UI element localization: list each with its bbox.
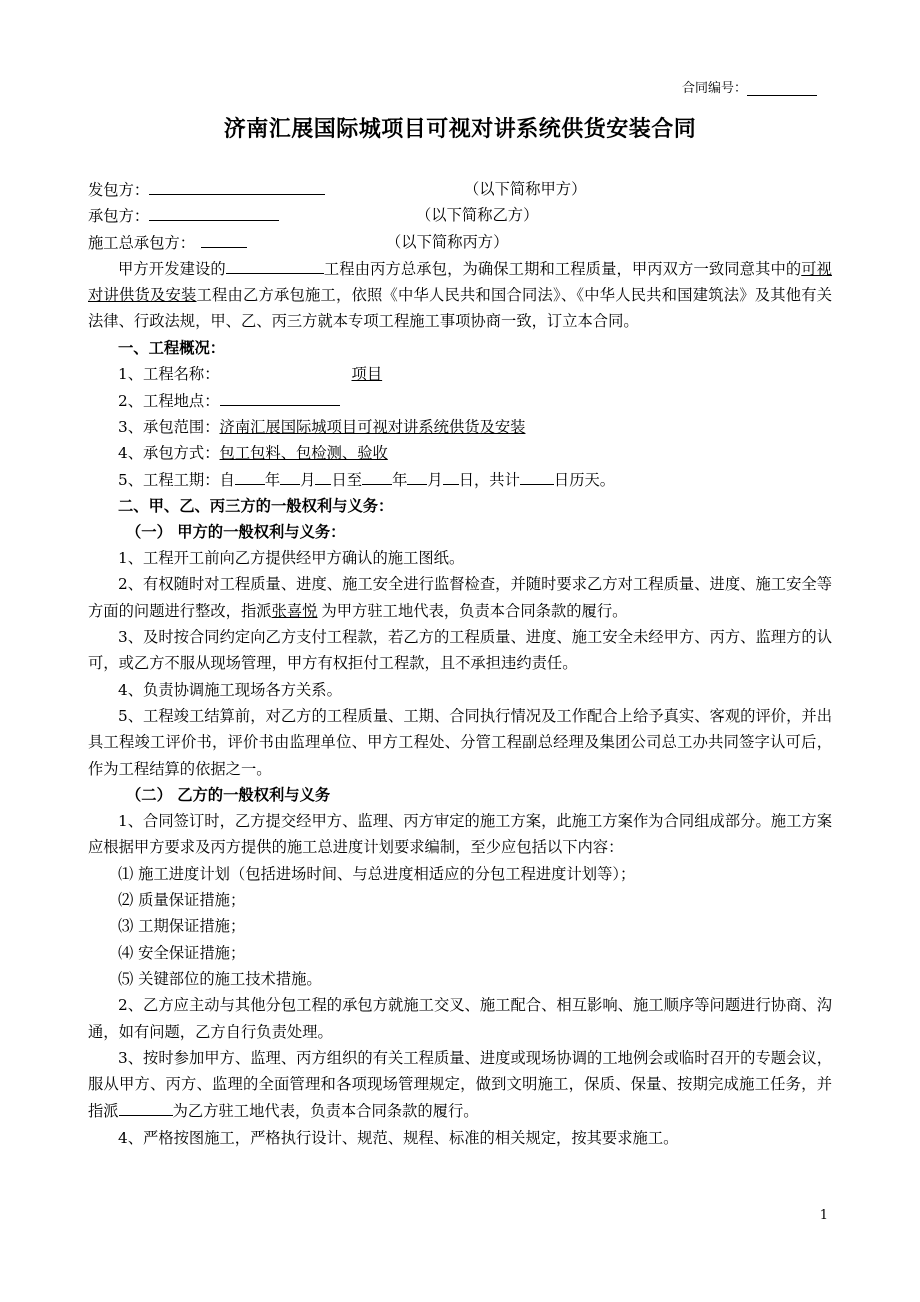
- project-name-line: [88, 361, 832, 387]
- intro-text-1: 甲方开发建设的: [118, 259, 226, 278]
- party-a-duty-1: 1、工程开工前向乙方提供经甲方确认的施工图纸。: [118, 549, 465, 568]
- party-b-duty-4: 4、严格按图施工，严格执行设计、规范、规程、标准的相关规定，按其要求施工。: [118, 1128, 679, 1147]
- project-name-label: 1、工程名称：: [118, 365, 220, 384]
- start-month-blank: [280, 466, 300, 485]
- document-title: 济南汇展国际城项目可视对讲系统供货安装合同: [223, 117, 697, 142]
- intro-scope-underlined: 可视对讲供货及安装: [88, 259, 832, 305]
- party-a-duty-4: 4、负责协调施工现场各方关系。: [118, 680, 342, 699]
- scope-line: [88, 414, 832, 440]
- period-month-2: 月: [427, 471, 443, 490]
- end-month-blank: [407, 466, 427, 485]
- party-b-note: （以下简称乙方）: [416, 206, 539, 225]
- project-name-value: [220, 365, 383, 383]
- party-b-blank: [149, 202, 279, 221]
- party-b-duties-heading: （二） 乙方的一般权利与义务: [126, 785, 331, 804]
- party-a-label: 发包方：: [88, 181, 150, 199]
- start-year-blank: [235, 466, 265, 485]
- party-b-duty-3: [88, 1045, 832, 1125]
- party-b-duty-2: 2、乙方应主动与其他分包工程的承包方就施工交叉、施工配合、相互影响、施工顺序等问题进行协商、沟通，如有问题，乙方自行负责处理。: [88, 996, 832, 1041]
- period-year-2: 年: [392, 471, 408, 490]
- section-2-heading: 二、甲、乙、丙三方的一般权利与义务：: [118, 496, 394, 515]
- duty-3-text-pre: 3、按时参加甲方、监理、丙方组织的有关工程质量、进度或现场协调的工地例会或临时召开的专题会议，服从甲方、丙方、监理的全面管理和各项现场管理规定，做到文明施工，保质、保量、按期完成施工任务，并指派: [88, 1048, 832, 1121]
- party-b-label: 承包方：: [88, 207, 150, 226]
- party-c-note: （以下简称丙方）: [386, 232, 509, 251]
- party-b-duty-1: 1、合同签订时，乙方提交经甲方、监理、丙方审定的施工方案，此施工方案作为合同组成部分。施工方案应根据甲方要求及丙方提供的施工总进度计划要求编制，至少应包括以下内容：: [88, 812, 832, 857]
- construction-plan-item-2: ⑵ 质量保证措施；: [118, 891, 246, 910]
- contract-body: [88, 176, 832, 1151]
- period-days: 日历天。: [553, 471, 616, 490]
- project-site-blank: [220, 387, 340, 406]
- party-a-duties-heading: （一） 甲方的一般权利与义务：: [126, 522, 346, 541]
- project-name-suffix: 项目: [351, 365, 383, 384]
- intro-project-blank: [226, 255, 324, 274]
- scope-value: 济南汇展国际城项目可视对讲系统供货及安装: [219, 417, 526, 436]
- mode-value: 包工包料、包检测、验收: [219, 443, 388, 462]
- section-1-heading: 一、工程概况：: [118, 338, 226, 357]
- intro-text-2: 工程由丙方总承包，为确保工期和工程质量，甲丙双方一致同意其中的: [323, 259, 802, 278]
- end-year-blank: [362, 466, 392, 485]
- project-site-label: 2、工程地点：: [118, 392, 220, 411]
- period-from: 自: [219, 471, 235, 490]
- page-number: 1: [819, 1208, 828, 1223]
- total-days-blank: [520, 466, 554, 485]
- project-site-line: [88, 387, 832, 413]
- construction-plan-item-1: ⑴ 施工进度计划（包括进场时间、与总进度相适应的分包工程进度计划等）；: [118, 864, 636, 883]
- party-a-duty-2: [88, 571, 832, 624]
- duty-2-text-post: 为甲方驻工地代表，负责本合同条款的履行。: [321, 601, 628, 620]
- construction-plan-item-4: ⑷ 安全保证措施；: [118, 943, 246, 962]
- scope-label: 3、承包范围：: [118, 417, 220, 436]
- construction-plan-item-5: ⑸ 关键部位的施工技术措施。: [118, 969, 322, 988]
- party-a-blank: [149, 176, 325, 195]
- intro-text-3: 工程由乙方承包施工，依照《中华人民共和国合同法》、《中华人民共和国建筑法》及其他有关法律、行政法规，甲、乙、丙三方就本专项工程施工事项协商一致，订立本合同。: [88, 286, 832, 331]
- party-a-duty-5: 5、工程竣工结算前，对乙方的工程质量、工期、合同执行情况及工作配合上给予真实、客观的评价，并出具工程竣工评价书，评价书由监理单位、甲方工程处、分管工程副总经理及集团公司总工办共同签字认可后，作为工程结算的依据之一。: [88, 706, 832, 778]
- site-representative-name: 张喜悦: [271, 601, 318, 620]
- period-label: 5、工程工期：: [118, 471, 220, 490]
- party-a-line: [88, 176, 832, 202]
- period-line: [88, 466, 832, 492]
- party-b-representative-blank: [119, 1097, 173, 1116]
- party-a-note: （以下简称甲方）: [464, 180, 587, 198]
- duty-2-text-pre: 2、有权随时对工程质量、进度、施工安全进行监督检查，并随时要求乙方对工程质量、进度、施工安全等方面的问题进行整改，指派: [88, 575, 832, 620]
- intro-paragraph: [88, 255, 832, 335]
- period-total: 日，共计: [458, 471, 520, 490]
- start-day-blank: [315, 466, 331, 485]
- party-a-duty-3: 3、及时按合同约定向乙方支付工程款，若乙方的工程质量、进度、施工安全未经甲方、丙方、监理方的认可，或乙方不服从现场管理，甲方有权拒付工程款，且不承担违约责任。: [88, 628, 832, 673]
- period-month-1: 月: [300, 471, 316, 490]
- period-year-1: 年: [264, 471, 281, 490]
- party-b-line: [88, 202, 832, 228]
- party-c-line: [88, 229, 832, 255]
- period-to: 日至: [331, 471, 363, 490]
- mode-label: 4、承包方式：: [118, 443, 220, 462]
- mode-line: [88, 440, 832, 466]
- contract-number-label: 合同编号：: [681, 81, 747, 96]
- construction-plan-item-3: ⑶ 工期保证措施；: [118, 917, 246, 936]
- duty-3-text-post: 为乙方驻工地代表，负责本合同条款的履行。: [172, 1102, 479, 1121]
- contract-number: [682, 77, 817, 96]
- party-c-label: 施工总承包方：: [88, 233, 196, 252]
- party-c-blank: [201, 229, 247, 248]
- contract-number-blank: [747, 81, 817, 96]
- end-day-blank: [443, 466, 459, 485]
